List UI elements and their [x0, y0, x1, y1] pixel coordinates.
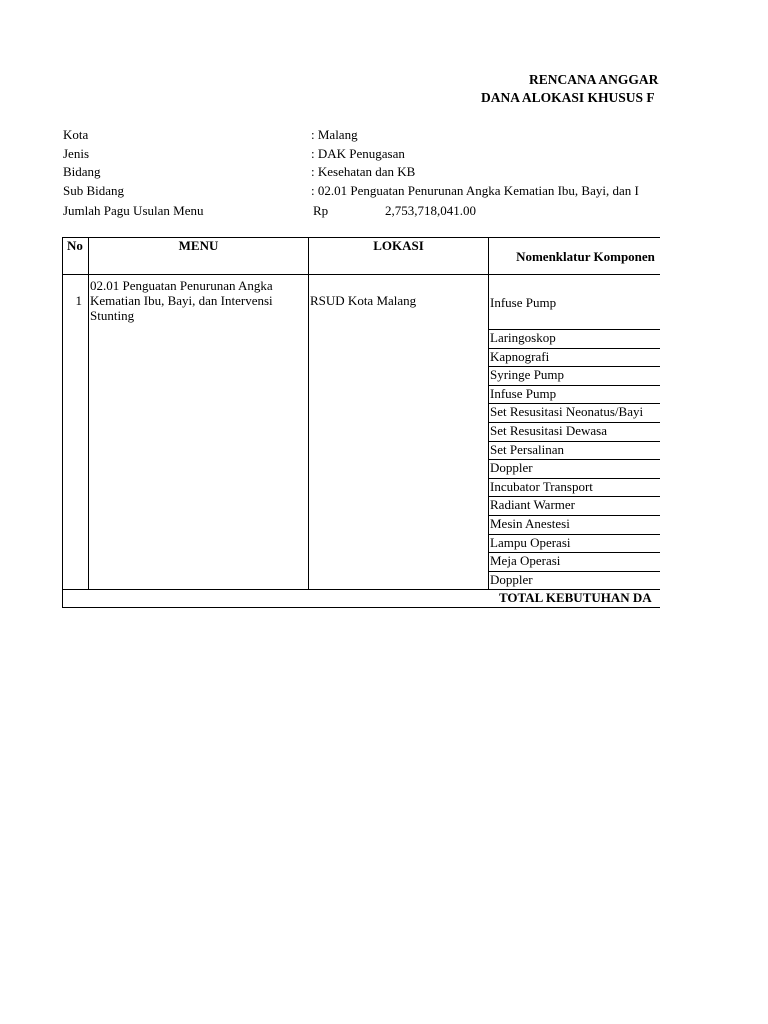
- info-value: : Malang: [311, 127, 358, 142]
- component-cell: Mesin Anestesi: [489, 515, 661, 534]
- component-cell: Set Persalinan: [489, 441, 661, 460]
- row-lokasi: RSUD Kota Malang: [309, 275, 489, 590]
- header-nomenklatur: Nomenklatur Komponen: [489, 238, 661, 275]
- header-menu: MENU: [89, 238, 309, 275]
- info-value: : Kesehatan dan KB: [311, 164, 416, 179]
- component-cell: Set Resusitasi Neonatus/Bayi: [489, 404, 661, 423]
- row-menu: 02.01 Penguatan Penurunan Angka Kematian Ibu, Bayi, dan Intervensi Stunting: [89, 275, 309, 590]
- component-cell: Doppler: [489, 460, 661, 479]
- component-cell: Doppler: [489, 571, 661, 590]
- component-cell: Set Resusitasi Dewasa: [489, 422, 661, 441]
- pagu-label: Jumlah Pagu Usulan Menu: [63, 203, 204, 218]
- component-cell: Lampu Operasi: [489, 534, 661, 553]
- component-cell: Syringe Pump: [489, 367, 661, 386]
- title-line-1: RENCANA ANGGAR: [529, 72, 659, 87]
- component-cell: Infuse Pump: [489, 385, 661, 404]
- header-lokasi: LOKASI: [309, 238, 489, 275]
- total-label: TOTAL KEBUTUHAN DA: [63, 590, 661, 608]
- info-label: Kota: [63, 127, 89, 142]
- info-label: Bidang: [63, 164, 101, 179]
- info-value: : DAK Penugasan: [311, 146, 405, 161]
- title-line-2: DANA ALOKASI KHUSUS F: [481, 90, 655, 105]
- component-cell: Meja Operasi: [489, 553, 661, 572]
- info-label: Sub Bidang: [63, 183, 125, 198]
- component-cell: Kapnografi: [489, 348, 661, 367]
- header-no: No: [63, 238, 89, 275]
- component-cell: Radiant Warmer: [489, 497, 661, 516]
- table-row: [63, 275, 661, 330]
- info-label: Jenis: [63, 146, 89, 161]
- component-cell: Infuse Pump: [489, 275, 661, 330]
- total-row: [63, 590, 661, 608]
- pagu-currency: Rp: [313, 203, 329, 218]
- pagu-amount: 2,753,718,041.00: [385, 203, 476, 218]
- info-value: : 02.01 Penguatan Penurunan Angka Kematian Ibu, Bayi, dan I: [311, 183, 639, 198]
- table-header-row: [63, 238, 661, 275]
- component-cell: Laringoskop: [489, 330, 661, 349]
- component-cell: Incubator Transport: [489, 478, 661, 497]
- budget-table: [62, 237, 660, 608]
- row-number: 1: [63, 275, 89, 590]
